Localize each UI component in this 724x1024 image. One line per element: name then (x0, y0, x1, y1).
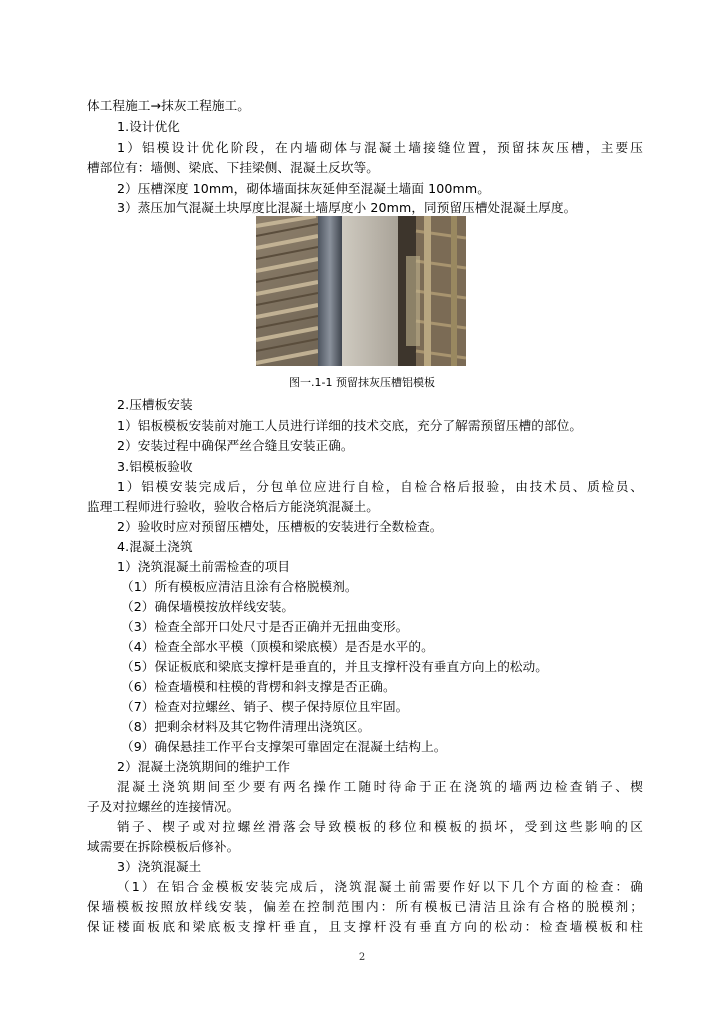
aluminum-formwork-photo (256, 216, 466, 366)
text-line: 销子、楔子或对拉螺丝滑落会导致模板的移位和模板的损坏，受到这些影响的区 (117, 819, 643, 834)
page-number: 2 (358, 952, 366, 963)
text-line: （1）在铝合金模板安装完成后，浇筑混凝土前需要作好以下几个方面的检查：确 (117, 879, 643, 894)
list-item: （5）保证板底和梁底支撑杆是垂直的，并且支撑杆没有垂直方向上的松动。 (121, 659, 549, 674)
text-line: 2）压槽深度 10mm，砌体墙面抹灰延伸至混凝土墙面 100mm。 (117, 181, 490, 196)
section-heading: 4.混凝土浇筑 (117, 539, 193, 554)
text-line: 1）铝模设计优化阶段，在内墙砌体与混凝土墙接缝位置，预留抹灰压槽，主要压 (117, 140, 643, 155)
text-line: 2）验收时应对预留压槽处，压槽板的安装进行全数检查。 (117, 519, 443, 534)
text-line: 1）铝模安装完成后，分包单位应进行自检，自检合格后报验，由技术员、质检员、 (117, 479, 643, 494)
text-line: 1）铝板模板安装前对施工人员进行详细的技术交底，充分了解需预留压槽的部位。 (117, 418, 583, 433)
subsection-heading: 3）浇筑混凝土 (117, 859, 202, 874)
text-line: 混凝土浇筑期间至少要有两名操作工随时待命于正在浇筑的墙两边检查销子、楔 (117, 779, 643, 794)
text-line: 域需要在拆除模板后修补。 (87, 839, 240, 854)
text-line: 子及对拉螺丝的连接情况。 (87, 799, 240, 814)
text-line: 2）安装过程中确保严丝合缝且安装正确。 (117, 438, 354, 453)
list-item: （1）所有模板应清洁且涂有合格脱模剂。 (121, 579, 358, 594)
list-item: （2）确保墙模按放样线安装。 (121, 599, 295, 614)
text-line: 保墙模板按照放样线安装，偏差在控制范围内：所有模板已清洁且涂有合格的脱模剂； (87, 899, 643, 914)
subsection-heading: 2）混凝土浇筑期间的维护工作 (117, 759, 291, 774)
figure-caption: 图一.1-1 预留抹灰压槽铝模板 (289, 376, 435, 389)
section-heading: 3.铝模板验收 (117, 459, 193, 474)
subsection-heading: 1）浇筑混凝土前需检查的项目 (117, 559, 291, 574)
text-line: 3）蒸压加气混凝土块厚度比混凝土墙厚度小 20mm，同预留压槽处混凝土厚度。 (117, 200, 577, 215)
section-heading: 1.设计优化 (117, 119, 180, 134)
list-item: （8）把剩余材料及其它物件清理出浇筑区。 (121, 719, 371, 734)
text-line: 体工程施工→抹灰工程施工。 (87, 98, 250, 113)
list-item: （9）确保悬挂工作平台支撑架可靠固定在混凝土结构上。 (121, 739, 447, 754)
list-item: （6）检查墙模和柱模的背楞和斜支撑是否正确。 (121, 679, 396, 694)
list-item: （7）检查对拉螺丝、销子、楔子保持原位且牢固。 (121, 699, 409, 714)
list-item: （4）检查全部水平模（顶模和梁底模）是否是水平的。 (121, 639, 434, 654)
section-heading: 2.压槽板安装 (117, 397, 193, 412)
text-line: 槽部位有：墙侧、梁底、下挂梁侧、混凝土反坎等。 (87, 160, 379, 175)
text-line: 监理工程师进行验收，验收合格后方能浇筑混凝土。 (87, 499, 379, 514)
text-line: 保证楼面板底和梁底板支撑杆垂直，且支撑杆没有垂直方向的松动：检查墙模板和柱 (87, 919, 643, 934)
list-item: （3）检查全部开口处尺寸是否正确并无扭曲变形。 (121, 619, 409, 634)
